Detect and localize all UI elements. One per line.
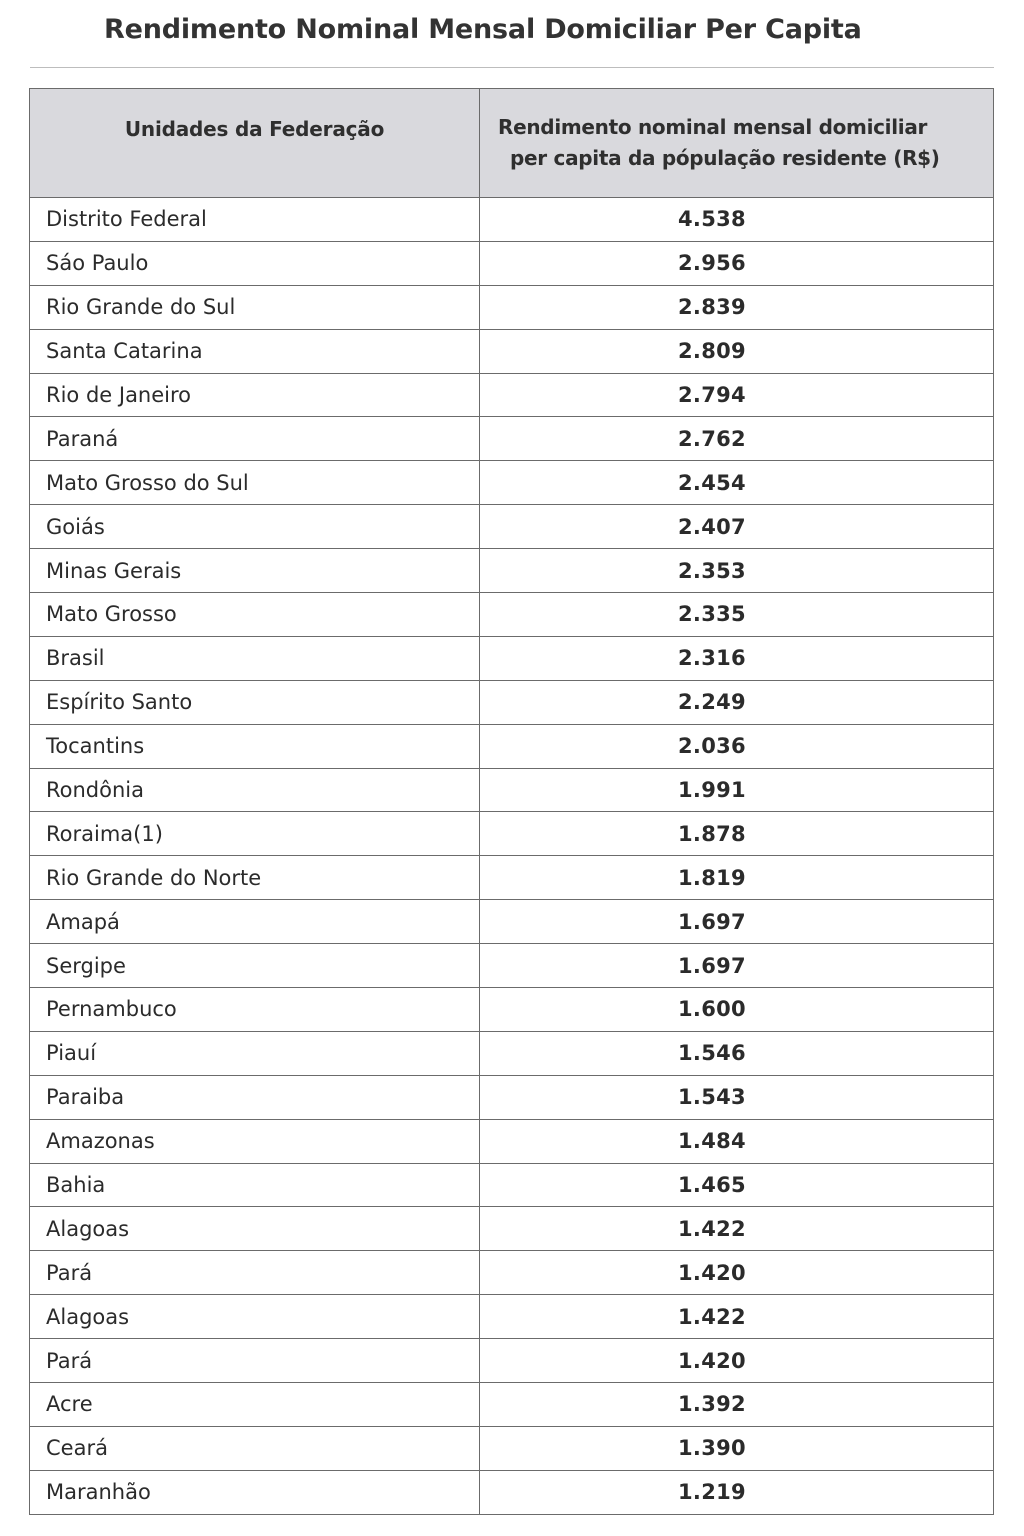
state-name-cell: Sáo Paulo bbox=[30, 241, 480, 285]
state-name-cell: Rondônia bbox=[30, 768, 480, 812]
table-row bbox=[30, 329, 994, 373]
table-row bbox=[30, 1251, 994, 1295]
table-row bbox=[30, 812, 994, 856]
income-value-cell: 2.316 bbox=[480, 636, 994, 680]
table-row bbox=[30, 768, 994, 812]
table-row bbox=[30, 373, 994, 417]
page-title: Rendimento Nominal Mensal Domiciliar Per Capita bbox=[104, 14, 862, 45]
income-value-cell: 2.794 bbox=[480, 373, 994, 417]
income-value-cell: 2.036 bbox=[480, 724, 994, 768]
state-name-cell: Santa Catarina bbox=[30, 329, 480, 373]
state-name-cell: Pará bbox=[30, 1339, 480, 1383]
column-header-income bbox=[480, 89, 994, 198]
state-name-cell: Amazonas bbox=[30, 1119, 480, 1163]
state-name-cell: Alagoas bbox=[30, 1207, 480, 1251]
income-value-cell: 2.839 bbox=[480, 285, 994, 329]
income-value-cell: 1.390 bbox=[480, 1426, 994, 1470]
table-row bbox=[30, 636, 994, 680]
income-value-cell: 1.697 bbox=[480, 900, 994, 944]
state-name-cell: Piauí bbox=[30, 1031, 480, 1075]
table-row bbox=[30, 944, 994, 988]
table-row bbox=[30, 1075, 994, 1119]
state-name-cell: Espírito Santo bbox=[30, 680, 480, 724]
table-row bbox=[30, 900, 994, 944]
income-value-cell: 4.538 bbox=[480, 198, 994, 242]
state-name-cell: Rio Grande do Norte bbox=[30, 856, 480, 900]
table-row bbox=[30, 593, 994, 637]
column-header-income-line2: per capita da pópulação residente (R$) bbox=[510, 146, 940, 170]
state-name-cell: Rio Grande do Sul bbox=[30, 285, 480, 329]
state-name-cell: Rio de Janeiro bbox=[30, 373, 480, 417]
state-name-cell: Minas Gerais bbox=[30, 549, 480, 593]
income-value-cell: 1.392 bbox=[480, 1383, 994, 1427]
income-value-cell: 2.407 bbox=[480, 505, 994, 549]
income-value-cell: 1.697 bbox=[480, 944, 994, 988]
income-value-cell: 2.249 bbox=[480, 680, 994, 724]
table-body bbox=[30, 198, 994, 1515]
state-name-cell: Roraima(1) bbox=[30, 812, 480, 856]
income-value-cell: 2.762 bbox=[480, 417, 994, 461]
state-name-cell: Mato Grosso bbox=[30, 593, 480, 637]
title-divider bbox=[30, 67, 994, 68]
column-header-income-line1: Rendimento nominal mensal domiciliar bbox=[498, 115, 928, 139]
state-name-cell: Pernambuco bbox=[30, 988, 480, 1032]
income-value-cell: 1.819 bbox=[480, 856, 994, 900]
state-name-cell: Distrito Federal bbox=[30, 198, 480, 242]
table-row bbox=[30, 1470, 994, 1514]
state-name-cell: Ceará bbox=[30, 1426, 480, 1470]
table-row bbox=[30, 1119, 994, 1163]
state-name-cell: Alagoas bbox=[30, 1295, 480, 1339]
table-row bbox=[30, 505, 994, 549]
income-value-cell: 1.991 bbox=[480, 768, 994, 812]
income-value-cell: 1.420 bbox=[480, 1251, 994, 1295]
column-header-state: Unidades da Federação bbox=[30, 89, 480, 198]
table-row bbox=[30, 1383, 994, 1427]
table-row bbox=[30, 1163, 994, 1207]
table-row bbox=[30, 1295, 994, 1339]
state-name-cell: Brasil bbox=[30, 636, 480, 680]
state-name-cell: Maranhão bbox=[30, 1470, 480, 1514]
income-value-cell: 1.420 bbox=[480, 1339, 994, 1383]
table-header-row bbox=[30, 89, 994, 198]
table-row bbox=[30, 549, 994, 593]
state-name-cell: Bahia bbox=[30, 1163, 480, 1207]
income-value-cell: 1.543 bbox=[480, 1075, 994, 1119]
table-row bbox=[30, 285, 994, 329]
table-row bbox=[30, 1207, 994, 1251]
table-row bbox=[30, 461, 994, 505]
income-value-cell: 1.546 bbox=[480, 1031, 994, 1075]
income-value-cell: 1.484 bbox=[480, 1119, 994, 1163]
state-name-cell: Sergipe bbox=[30, 944, 480, 988]
table-row bbox=[30, 680, 994, 724]
state-name-cell: Paraiba bbox=[30, 1075, 480, 1119]
table-row bbox=[30, 417, 994, 461]
table-row bbox=[30, 988, 994, 1032]
income-value-cell: 2.353 bbox=[480, 549, 994, 593]
income-table bbox=[29, 88, 994, 1515]
income-value-cell: 1.422 bbox=[480, 1207, 994, 1251]
state-name-cell: Acre bbox=[30, 1383, 480, 1427]
table-row bbox=[30, 856, 994, 900]
state-name-cell: Amapá bbox=[30, 900, 480, 944]
income-value-cell: 2.809 bbox=[480, 329, 994, 373]
income-value-cell: 1.878 bbox=[480, 812, 994, 856]
table-row bbox=[30, 241, 994, 285]
income-value-cell: 1.465 bbox=[480, 1163, 994, 1207]
table-row bbox=[30, 198, 994, 242]
income-value-cell: 1.422 bbox=[480, 1295, 994, 1339]
table-row bbox=[30, 1426, 994, 1470]
state-name-cell: Pará bbox=[30, 1251, 480, 1295]
income-value-cell: 2.335 bbox=[480, 593, 994, 637]
income-value-cell: 1.219 bbox=[480, 1470, 994, 1514]
table-row bbox=[30, 1339, 994, 1383]
state-name-cell: Tocantins bbox=[30, 724, 480, 768]
income-value-cell: 1.600 bbox=[480, 988, 994, 1032]
state-name-cell: Goiás bbox=[30, 505, 480, 549]
income-value-cell: 2.454 bbox=[480, 461, 994, 505]
table-row bbox=[30, 1031, 994, 1075]
table-row bbox=[30, 724, 994, 768]
state-name-cell: Paraná bbox=[30, 417, 480, 461]
state-name-cell: Mato Grosso do Sul bbox=[30, 461, 480, 505]
income-value-cell: 2.956 bbox=[480, 241, 994, 285]
